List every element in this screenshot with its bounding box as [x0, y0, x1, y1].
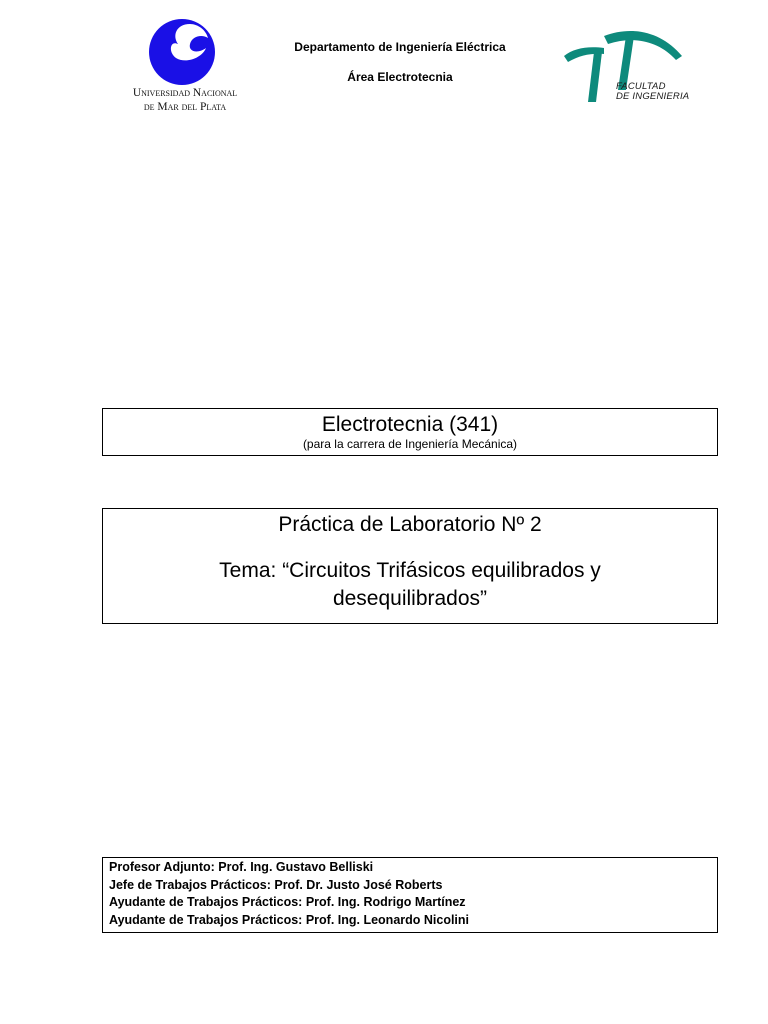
staff-line-assistant-2: Ayudante de Trabajos Prácticos: Prof. Ing. Leonardo Nicolini: [109, 912, 470, 927]
course-title: Electrotecnia (341): [321, 413, 499, 436]
practice-box: [102, 508, 718, 624]
practice-topic: Tema: “Circuitos Trifásicos equilibrados y desequilibrados”: [219, 559, 601, 610]
university-name: [110, 86, 260, 114]
faculty-name: [616, 82, 689, 102]
course-box: [102, 408, 718, 456]
department-name: Departamento de Ingeniería Eléctrica: [294, 40, 506, 54]
staff-line-professor: Profesor Adjunto: Prof. Ing. Gustavo Belliski: [109, 860, 374, 874]
staff-box: [102, 857, 718, 933]
area-name: Área Electrotecnia: [347, 70, 453, 84]
staff-line-chief: Jefe de Trabajos Prácticos: Prof. Dr. Justo José Roberts: [109, 877, 443, 892]
practice-title: Práctica de Laboratorio Nº 2: [278, 513, 542, 536]
staff-line-assistant-1: Ayudante de Trabajos Prácticos: Prof. Ing. Rodrigo Martínez: [109, 895, 466, 909]
university-name-line1: Universidad Nacional: [132, 87, 238, 99]
faculty-name-line1: FACULTAD: [616, 81, 666, 92]
unmdp-logo-icon: [146, 18, 222, 86]
page-header: [230, 40, 570, 84]
faculty-logo: [560, 26, 700, 110]
course-subtitle: (para la carrera de Ingeniería Mecánica): [302, 437, 518, 451]
faculty-name-line2: DE INGENIERIA: [616, 91, 690, 102]
university-name-line2: de Mar del Plata: [143, 101, 227, 113]
